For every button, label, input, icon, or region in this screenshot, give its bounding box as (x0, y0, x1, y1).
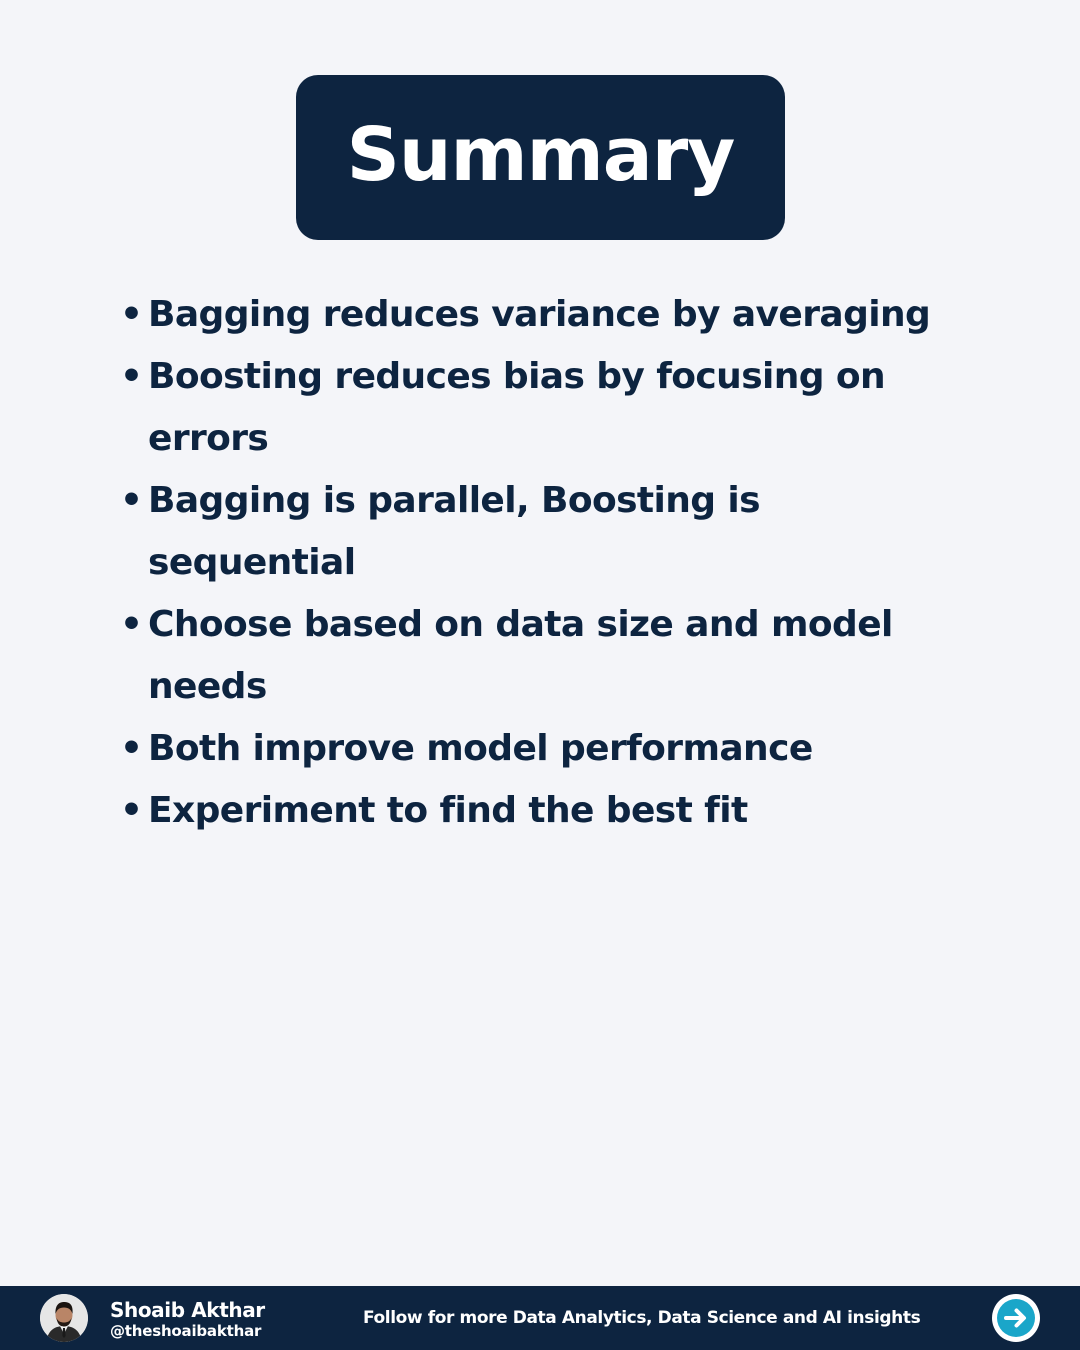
bullet-marker: • (120, 294, 143, 335)
list-item (118, 594, 948, 718)
bullet-marker: • (120, 728, 143, 769)
bullet-text: Both improve model performance (148, 728, 813, 769)
list-item (118, 718, 948, 780)
list-item (118, 470, 948, 594)
title-box (296, 75, 785, 240)
list-item (118, 284, 948, 346)
bullet-text: Boosting reduces bias by focusing on errors (148, 356, 886, 459)
page-title: Summary (346, 111, 735, 198)
list-item (118, 346, 948, 470)
summary-list (118, 284, 948, 842)
bullet-text: Experiment to find the best fit (148, 790, 748, 831)
list-item (118, 780, 948, 842)
avatar[interactable] (40, 1294, 88, 1342)
follow-cta-text: Follow for more Data Analytics, Data Science and AI insights (363, 1308, 921, 1328)
bullet-text: Choose based on data size and model needs (148, 604, 893, 707)
bullet-text: Bagging reduces variance by averaging (148, 294, 931, 335)
footer-bar (0, 1286, 1080, 1350)
arrow-right-circle-icon (994, 1296, 1038, 1340)
next-slide-button[interactable] (992, 1294, 1040, 1342)
bullet-marker: • (120, 356, 143, 397)
author-handle: @theshoaibakthar (110, 1322, 262, 1340)
author-name: Shoaib Akthar (110, 1298, 265, 1322)
bullet-marker: • (120, 790, 143, 831)
profile-photo-icon (40, 1294, 88, 1342)
bullet-text: Bagging is parallel, Boosting is sequential (148, 480, 760, 583)
bullet-marker: • (120, 604, 143, 645)
bullet-marker: • (120, 480, 143, 521)
